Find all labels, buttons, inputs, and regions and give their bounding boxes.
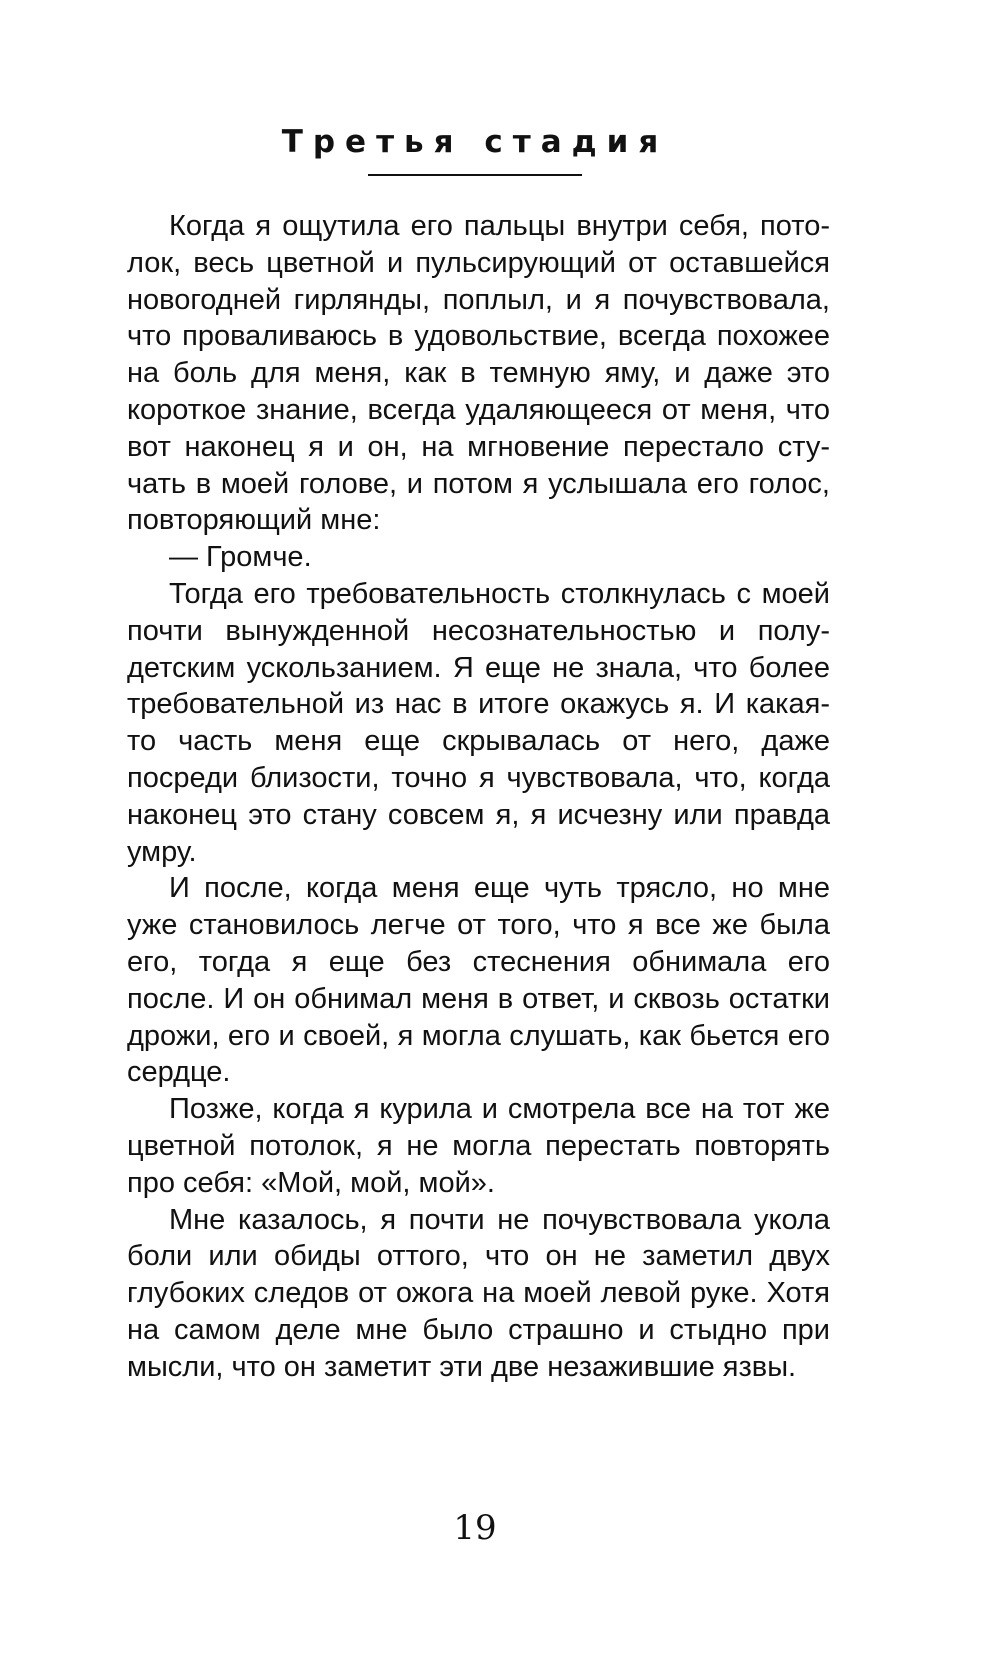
title-underline: [368, 174, 582, 176]
body-text: [127, 208, 830, 1386]
paragraph: Когда я ощутила его пальцы внутри себя, потолок, весь цветной и пульсирующий от оставшейся новогодней гирлянды, поплыл, и я почувствовала, что проваливаюсь в удовольствие, всегда похожее на боль для меня, как в темную яму, и даже это короткое знание, всегда удаляющееся от меня, что вот наконец я и он, на мгновение перестало стучать в моей голове, и потом я услышала его голос, повторяющий мне:: [127, 210, 830, 537]
paragraph: И после, когда меня еще чуть трясло, но мне уже становилось легче от того, что я все же была его, тогда я еще без стеснения обнимала его после. И он обнимал меня в ответ, и сквозь остатки дрожи, его и своей, я могла слушать, как бьется его сердце.: [127, 872, 830, 1089]
chapter-title: Третья стадия: [281, 124, 669, 160]
page-number: 19: [453, 1508, 497, 1548]
paragraph: Позже, когда я курила и смотрела все на тот же цветной потолок, я не могла перестать повторять про себя: «Мой, мой, мой».: [127, 1093, 830, 1199]
paragraph: — Громче.: [169, 541, 312, 574]
paragraph: Тогда его требовательность столкнулась с моей почти вынужденной несознательностью и полудетским ускользанием. Я еще не знала, что более требовательной из нас в итоге окажусь я. И какая-то часть меня еще скрывалась от него, даже посреди близости, точно я чувствовала, что, когда наконец это стану совсем я, я исчезну или правда умру.: [127, 577, 830, 868]
paragraph: Мне казалось, я почти не почувствовала укола боли или обиды оттого, что он не заметил двух глубоких следов от ожога на моей левой руке. Хотя на самом деле мне было страшно и стыдно при мысли, что он заметит эти две незажившие язвы.: [127, 1203, 830, 1383]
